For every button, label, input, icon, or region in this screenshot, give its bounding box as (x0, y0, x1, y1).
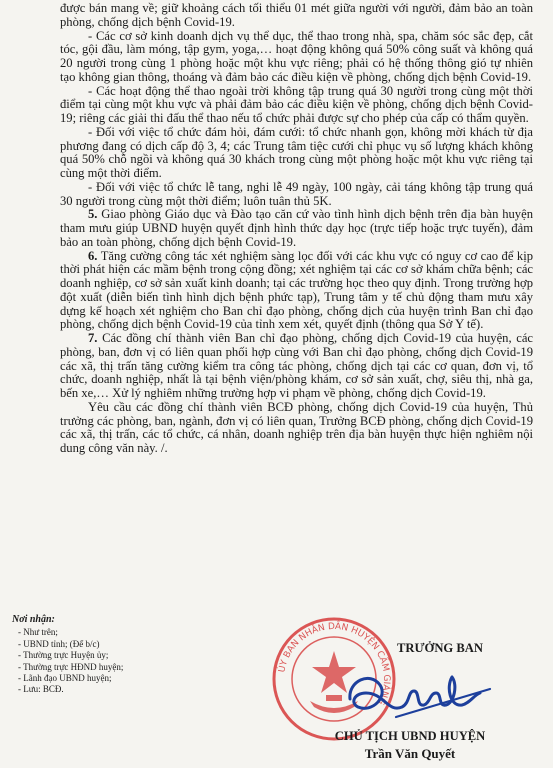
svg-text:ỦY BAN NHÂN DÂN HUYỆN CẨM GIÀN: ỦY BAN NHÂN DÂN HUYỆN CẨM GIÀNG (277, 621, 392, 707)
paragraph: - Các cơ sở kinh doanh dịch vụ thể dục, thể thao trong nhà, spa, chăm sóc sắc đẹp, cắt tóc, gội đầu, làm móng, tập gym, yoga,… hoạt động không quá 50% công suất và không quá 20 người trong cùng 1 phòng hoặc một khu vực riêng; phải có hệ thống thông gió tự nhiên tạo không gian thông, thoáng và đảm bảo các điều kiện về phòng, chống dịch bệnh Covid-19. (60, 28, 533, 84)
paragraph-number: 7. (88, 331, 98, 345)
paragraph: - Đối với việc tổ chức lễ tang, nghi lễ 49 ngày, 100 ngày, cải táng không tập trung quá 30 người trong cùng một thời điểm; luôn tuân thủ 5K. (60, 179, 533, 208)
document-body (60, 2, 533, 456)
numbered-paragraph: 7. Các đồng chí thành viên Ban chỉ đạo phòng, chống dịch Covid-19 của huyện, các phòng, ban, đơn vị có liên quan phối hợp cùng với Ban chỉ đạo phòng, chống dịch Covid-19 các xã, thị trấn tăng cường kiểm tra công tác phòng, chống dịch tại các cơ quan, đơn vị, tổ chức, doanh nghiệp, nhất là tại bệnh viện/phòng khám, cơ sở sản xuất, chợ, siêu thị, nhà ga, bến xe,… Xử lý nghiêm những trường hợp vi phạm về phòng, chống dịch Covid-19. (60, 331, 533, 400)
numbered-paragraph: 5. Giao phòng Giáo dục và Đào tạo căn cứ vào tình hình dịch bệnh trên địa bàn huyện tham mưu giúp UBND huyện quyết định hình thức dạy học (trực tiếp hoặc trực tuyến), đảm bảo an toàn phòng, chống dịch bệnh Covid-19. (60, 207, 533, 249)
recipient-item: - Lãnh đạo UBND huyện; (18, 673, 112, 684)
recipients-block (12, 614, 212, 696)
paragraph: - Đối với việc tổ chức đám hỏi, đám cưới: tổ chức nhanh gọn, không mời khách từ địa phương đang có dịch cấp độ 3, 4; các Trung tâm tiệc cưới chỉ phục vụ số lượng khách không quá 50% chỗ ngồi và không quá 30 khách trong cùng một phòng hoặc một khu vực riêng tại cùng một thời điểm. (60, 124, 533, 180)
paragraph-number: 6. (88, 248, 98, 263)
recipient-item: - Lưu: BCĐ. (18, 684, 64, 695)
signer-role: CHỦ TỊCH UBND HUYỆN (334, 729, 486, 743)
paragraph-number: 5. (88, 207, 98, 222)
signer-title: TRƯỞNG BAN (397, 641, 483, 655)
closing-paragraph: Yêu cầu các đồng chí thành viên BCĐ phòng, chống dịch Covid-19 của huyện, Thủ trưởng các phòng, ban, ngành, đơn vị có liên quan, Trưởng BCĐ phòng, chống dịch Covid-19 các xã, thị trấn, các tổ chức, cá nhân, doanh nghiệp trên địa bàn huyện thực hiện nghiêm nội dung công văn này. /. (60, 399, 533, 455)
signature-block (270, 615, 540, 765)
recipient-item: - UBND tỉnh; (Để b/c) (18, 638, 100, 649)
recipient-item: - Như trên; (18, 627, 58, 638)
recipient-item: - Thường trực Huyện ủy; (18, 650, 109, 661)
recipient-item: - Thường trực HĐND huyện; (18, 661, 124, 672)
paragraph: được bán mang về; giữ khoảng cách tối thiểu 01 mét giữa người với người, đảm bảo an toàn phòng, chống dịch bệnh Covid-19. (60, 1, 533, 29)
handwritten-signature (330, 659, 500, 729)
recipients-heading: Nơi nhận: (12, 614, 55, 625)
numbered-paragraph: 6. Tăng cường công tác xét nghiệm sàng lọc đối với các khu vực có nguy cơ cao để kịp thời phát hiện các mầm bệnh trong cộng đồng; xét nghiệm tại các cơ sở khám chữa bệnh; các doanh nghiệp, cơ sở sản xuất kinh doanh; tại các trường học theo quy định. Trong trường hợp đột xuất (diễn biến tình hình dịch bệnh phức tạp), Trung tâm y tế chủ động tham mưu xây dựng kế hoạch xét nghiệm cho Ban chỉ đạo phòng, chống dịch của huyện trình Ban chỉ đạo phòng, chống dịch bệnh Covid-19 của tỉnh xem xét, quyết định (thông qua Sở Y tế). (60, 248, 533, 332)
signer-name: Trần Văn Quyết (364, 746, 456, 761)
paragraph: - Các hoạt động thể thao ngoài trời không tập trung quá 30 người trong cùng một thời điểm tại cùng một khu vực và phải đảm bảo các điều kiện về phòng, chống dịch bệnh Covid-19; riêng các giải thi đấu thể thao nếu tổ chức phải được sự cho phép của cấp có thẩm quyền. (60, 83, 533, 125)
